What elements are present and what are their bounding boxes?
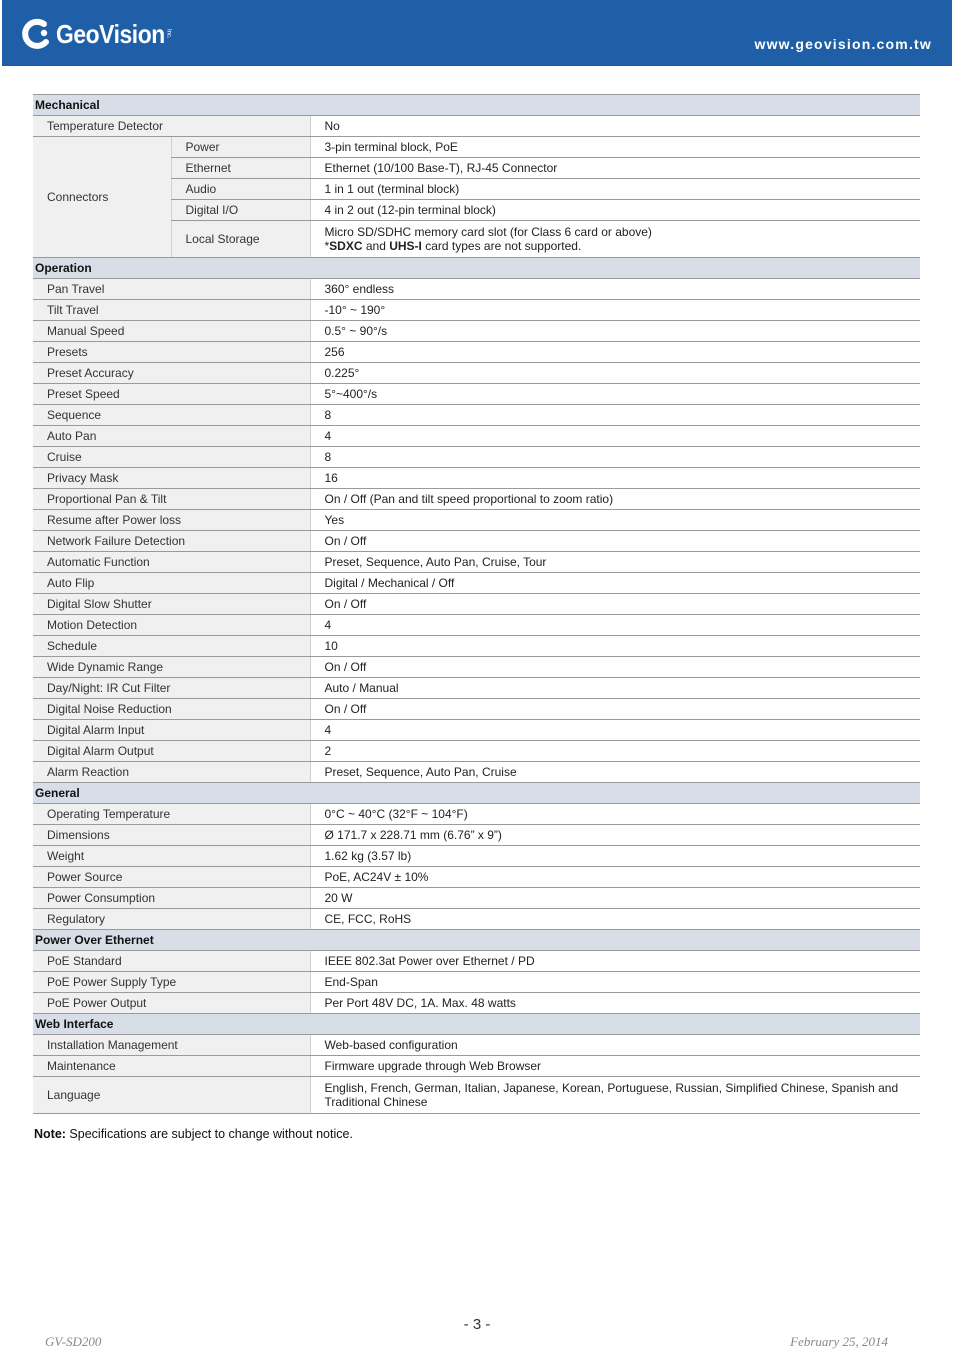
spec-row: [33, 137, 920, 158]
spec-value-line: 4 in 2 out (12-pin terminal block): [324, 203, 496, 217]
spec-row: [33, 384, 920, 405]
note-text: Specifications are subject to change without notice.: [65, 1127, 353, 1141]
spec-value: 20 W: [310, 888, 920, 909]
spec-row: [33, 116, 920, 137]
note-bold-sdxc: SDXC: [329, 239, 363, 253]
spec-value: -10° ~ 190°: [310, 300, 920, 321]
spec-row: [33, 678, 920, 699]
spec-row: [33, 279, 920, 300]
spec-label: Cruise: [33, 447, 310, 468]
spec-value: 16: [310, 468, 920, 489]
spec-row: [33, 468, 920, 489]
spec-label: Manual Speed: [33, 321, 310, 342]
spec-label: Preset Accuracy: [33, 363, 310, 384]
spec-value: 1.62 kg (3.57 lb): [310, 846, 920, 867]
section-header: [33, 258, 920, 279]
spec-table: [33, 94, 920, 1114]
spec-value: Ø 171.7 x 228.71 mm (6.76” x 9”): [310, 825, 920, 846]
spec-value: 4: [310, 615, 920, 636]
spec-value-line: 1 in 1 out (terminal block): [324, 182, 460, 196]
spec-label: Language: [33, 1077, 310, 1114]
spec-label: Resume after Power loss: [33, 510, 310, 531]
spec-row: [33, 909, 920, 930]
spec-value: Web-based configuration: [310, 1035, 920, 1056]
spec-value: No: [310, 116, 920, 137]
spec-value: [310, 221, 920, 258]
spec-sublabel: Digital I/O: [171, 200, 310, 221]
spec-row: [33, 405, 920, 426]
spec-row: [33, 300, 920, 321]
spec-group-label: Connectors: [33, 137, 171, 258]
spec-row: [33, 1056, 920, 1077]
spec-value: [310, 200, 920, 221]
note-prefix: *: [324, 239, 330, 253]
page-number: - 3 -: [463, 1316, 491, 1333]
spec-label: Temperature Detector: [33, 116, 310, 137]
spec-value: On / Off: [310, 657, 920, 678]
spec-label: PoE Power Supply Type: [33, 972, 310, 993]
spec-value: Digital / Mechanical / Off: [310, 573, 920, 594]
spec-label: Digital Alarm Output: [33, 741, 310, 762]
spec-row: [33, 510, 920, 531]
note: [34, 1127, 353, 1141]
section-title: Power Over Ethernet: [33, 930, 920, 951]
note-bold-uhs: UHS-I: [389, 239, 422, 253]
spec-label: Presets: [33, 342, 310, 363]
spec-row: [33, 951, 920, 972]
section-title: General: [33, 783, 920, 804]
spec-row: [33, 888, 920, 909]
spec-value: 0.225°: [310, 363, 920, 384]
spec-sublabel: Local Storage: [171, 221, 310, 258]
spec-value: Yes: [310, 510, 920, 531]
spec-row: [33, 426, 920, 447]
spec-row: [33, 741, 920, 762]
spec-value: 256: [310, 342, 920, 363]
spec-value: 2: [310, 741, 920, 762]
spec-label: Auto Flip: [33, 573, 310, 594]
spec-row: [33, 489, 920, 510]
spec-label: PoE Power Output: [33, 993, 310, 1014]
footer-model: GV-SD200: [45, 1334, 102, 1349]
spec-row: [33, 636, 920, 657]
spec-value: 8: [310, 447, 920, 468]
spec-value: On / Off: [310, 594, 920, 615]
spec-row: [33, 657, 920, 678]
spec-label: Privacy Mask: [33, 468, 310, 489]
spec-label: Schedule: [33, 636, 310, 657]
spec-value: On / Off: [310, 699, 920, 720]
brand-name: GeoVision: [56, 18, 165, 49]
spec-label: Digital Slow Shutter: [33, 594, 310, 615]
spec-row: [33, 342, 920, 363]
spec-label: Tilt Travel: [33, 300, 310, 321]
spec-sublabel: Audio: [171, 179, 310, 200]
spec-value: PoE, AC24V ± 10%: [310, 867, 920, 888]
spec-label: Alarm Reaction: [33, 762, 310, 783]
spec-label: Auto Pan: [33, 426, 310, 447]
spec-label: Installation Management: [33, 1035, 310, 1056]
spec-value: Preset, Sequence, Auto Pan, Cruise: [310, 762, 920, 783]
spec-row: [33, 447, 920, 468]
spec-label: Weight: [33, 846, 310, 867]
note-suffix: card types are not supported.: [421, 239, 582, 253]
spec-row: [33, 720, 920, 741]
section-header: [33, 783, 920, 804]
footer-date: February 25, 2014: [790, 1334, 888, 1349]
spec-row: [33, 321, 920, 342]
spec-label: Dimensions: [33, 825, 310, 846]
spec-label: Digital Alarm Input: [33, 720, 310, 741]
spec-label: Automatic Function: [33, 552, 310, 573]
spec-row: [33, 615, 920, 636]
spec-label: Pan Travel: [33, 279, 310, 300]
brand-logo: [20, 14, 172, 54]
spec-value-line: 3-pin terminal block, PoE: [324, 140, 458, 154]
spec-value: 8: [310, 405, 920, 426]
spec-row: [33, 1077, 920, 1114]
spec-value: Firmware upgrade through Web Browser: [310, 1056, 920, 1077]
spec-value: English, French, German, Italian, Japanese, Korean, Portuguese, Russian, Simplified Chinese, Spanish and Traditional Chinese: [310, 1077, 920, 1114]
spec-label: Network Failure Detection: [33, 531, 310, 552]
spec-label: Operating Temperature: [33, 804, 310, 825]
spec-sublabel: Ethernet: [171, 158, 310, 179]
spec-label: Wide Dynamic Range: [33, 657, 310, 678]
spec-label: Digital Noise Reduction: [33, 699, 310, 720]
section-title: Web Interface: [33, 1014, 920, 1035]
section-header: [33, 930, 920, 951]
spec-value: [310, 158, 920, 179]
spec-value: End-Span: [310, 972, 920, 993]
spec-value: Auto / Manual: [310, 678, 920, 699]
spec-value: 10: [310, 636, 920, 657]
spec-value: 4: [310, 426, 920, 447]
spec-row: [33, 867, 920, 888]
spec-value: On / Off: [310, 531, 920, 552]
brand-suffix: Inc.: [165, 29, 172, 39]
spec-row: [33, 552, 920, 573]
spec-label: Maintenance: [33, 1056, 310, 1077]
spec-row: [33, 762, 920, 783]
spec-value-line: Micro SD/SDHC memory card slot (for Class 6 card or above): [324, 225, 652, 239]
spec-label: PoE Standard: [33, 951, 310, 972]
spec-value: Per Port 48V DC, 1A. Max. 48 watts: [310, 993, 920, 1014]
spec-row: [33, 573, 920, 594]
geovision-logo-icon: [20, 17, 54, 51]
spec-value: 360° endless: [310, 279, 920, 300]
spec-value: [310, 179, 920, 200]
spec-label: Regulatory: [33, 909, 310, 930]
spec-row: [33, 804, 920, 825]
spec-value: 4: [310, 720, 920, 741]
spec-label: Motion Detection: [33, 615, 310, 636]
spec-value: On / Off (Pan and tilt speed proportional to zoom ratio): [310, 489, 920, 510]
spec-value: IEEE 802.3at Power over Ethernet / PD: [310, 951, 920, 972]
spec-value-line: Ethernet (10/100 Base-T), RJ-45 Connector: [324, 161, 558, 175]
spec-value: Preset, Sequence, Auto Pan, Cruise, Tour: [310, 552, 920, 573]
spec-value-note: [325, 239, 921, 253]
spec-value: 0.5° ~ 90°/s: [310, 321, 920, 342]
spec-row: [33, 531, 920, 552]
spec-value: CE, FCC, RoHS: [310, 909, 920, 930]
spec-label: Proportional Pan & Tilt: [33, 489, 310, 510]
section-title: Operation: [33, 258, 920, 279]
section-header: [33, 1014, 920, 1035]
spec-value: 0°C ~ 40°C (32°F ~ 104°F): [310, 804, 920, 825]
note-mid: and: [362, 239, 390, 253]
spec-label: Sequence: [33, 405, 310, 426]
spec-label: Power Consumption: [33, 888, 310, 909]
spec-label: Preset Speed: [33, 384, 310, 405]
spec-row: [33, 1035, 920, 1056]
spec-label: Power Source: [33, 867, 310, 888]
spec-row: [33, 972, 920, 993]
section-header: [33, 95, 920, 116]
page-header: [2, 0, 952, 66]
spec-row: [33, 363, 920, 384]
spec-row: [33, 846, 920, 867]
spec-value: [310, 137, 920, 158]
spec-row: [33, 993, 920, 1014]
spec-row: [33, 594, 920, 615]
spec-value: 5°~400°/s: [310, 384, 920, 405]
section-title: Mechanical: [33, 95, 920, 116]
spec-row: [33, 825, 920, 846]
website-url[interactable]: www.geovision.com.tw: [754, 36, 932, 52]
note-label: Note:: [34, 1127, 66, 1141]
spec-row: [33, 699, 920, 720]
spec-sublabel: Power: [171, 137, 310, 158]
spec-label: Day/Night: IR Cut Filter: [33, 678, 310, 699]
